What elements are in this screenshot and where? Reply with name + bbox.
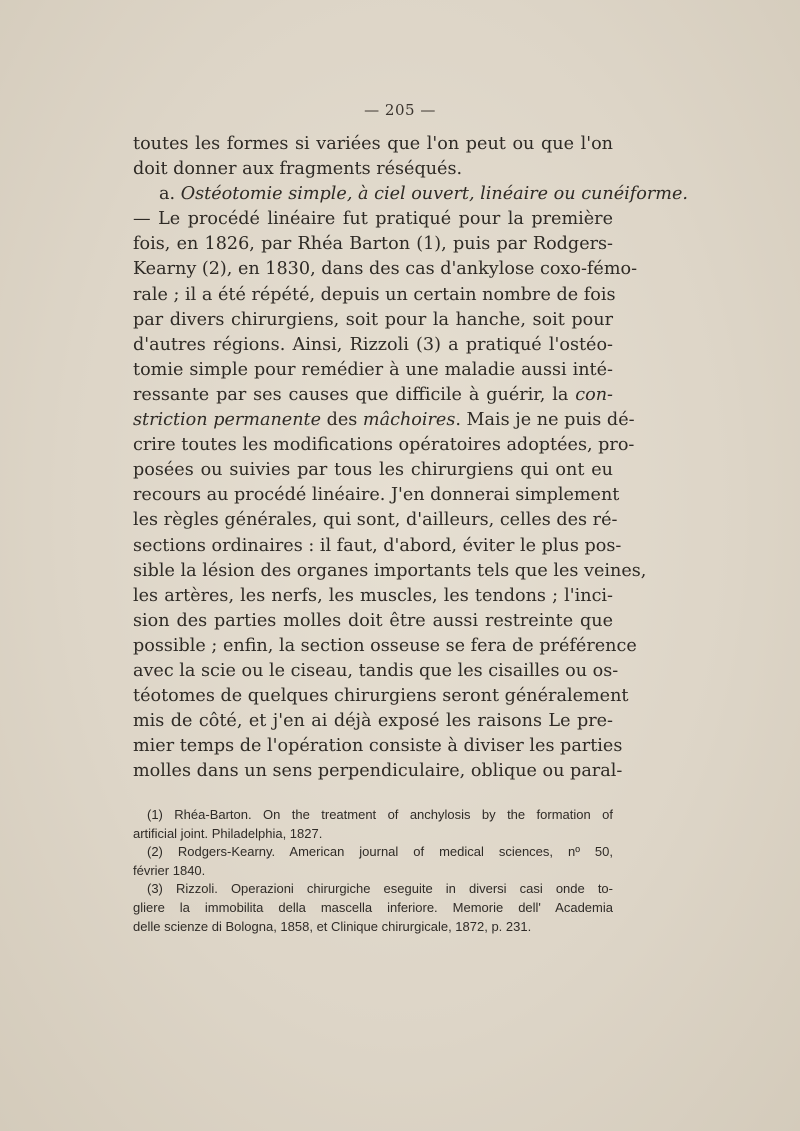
section-heading: a. Ostéotomie simple, à ciel ouvert, linéaire ou cunéiforme. [159, 184, 688, 205]
footnote-1-cont: artificial joint. Philadelphia, 1827. [133, 825, 323, 841]
text-line: sections ordinaires : il faut, d'abord, éviter le plus pos- [133, 535, 622, 556]
text-line: les artères, les nerfs, les muscles, les tendons ; l'inci- [133, 585, 613, 606]
text-line: striction permanente des mâchoires. Mais je ne puis dé- [133, 410, 635, 431]
text-line: recours au procédé linéaire. J'en donnerai simplement [133, 485, 620, 506]
text-line: — Le procédé linéaire fut pratiqué pour la première [133, 209, 613, 230]
footnote-3-cont: gliere la immobilita della mascella inferiore. Memorie dell' Academia [133, 899, 613, 915]
page-number: — 205 — [364, 101, 436, 119]
text-line: doit donner aux fragments réséqués. [133, 159, 463, 180]
text-line: d'autres régions. Ainsi, Rizzoli (3) a pratiqué l'ostéo- [133, 334, 613, 355]
text-line: sible la lésion des organes importants tels que les veines, [133, 560, 647, 581]
text-line: téotomes de quelques chirurgiens seront généralement [133, 686, 629, 707]
footnote-1: (1) Rhéa-Barton. On the treatment of anchylosis by the formation of [147, 807, 613, 822]
body-text [133, 132, 688, 784]
footnote-3: (3) Rizzoli. Operazioni chirurgiche eseguite in diversi casi onde to- [147, 881, 613, 897]
footnotes [133, 806, 613, 936]
footnote-2: (2) Rodgers-Kearny. American journal of medical sciences, nº 50, [147, 844, 613, 860]
text-line: ressante par ses causes que difficile à guérir, la con- [133, 384, 613, 405]
text-line: toutes les formes si variées que l'on peut ou que l'on [133, 134, 613, 154]
text-line: sion des parties molles doit être aussi restreinte que [133, 610, 613, 631]
text-line: fois, en 1826, par Rhéa Barton (1), puis par Rodgers- [133, 234, 613, 255]
footnote-3-cont: delle scienze di Bologna, 1858, et Clinique chirurgicale, 1872, p. 231. [133, 918, 532, 934]
text-line: Kearny (2), en 1830, dans des cas d'ankylose coxo-fémo- [133, 259, 638, 280]
text-line: crire toutes les modifications opératoires adoptées, pro- [133, 435, 635, 456]
text-line: mier temps de l'opération consiste à diviser les parties [133, 736, 623, 757]
text-line: par divers chirurgiens, soit pour la hanche, soit pour [133, 309, 613, 330]
text-line: les règles générales, qui sont, d'ailleurs, celles des ré- [133, 510, 618, 531]
text-line: mis de côté, et j'en ai déjà exposé les raisons Le pre- [133, 711, 613, 732]
text-line: avec la scie ou le ciseau, tandis que les cisailles ou os- [133, 660, 619, 681]
text-line: posées ou suivies par tous les chirurgiens qui ont eu [133, 460, 613, 481]
footnote-2-cont: février 1840. [133, 862, 206, 878]
text-line: possible ; enfin, la section osseuse se fera de préférence [133, 635, 637, 656]
text-line: molles dans un sens perpendiculaire, oblique ou paral- [133, 761, 623, 782]
text-line: tomie simple pour remédier à une maladie aussi inté- [133, 359, 613, 380]
text-line: rale ; il a été répété, depuis un certain nombre de fois [133, 284, 616, 305]
